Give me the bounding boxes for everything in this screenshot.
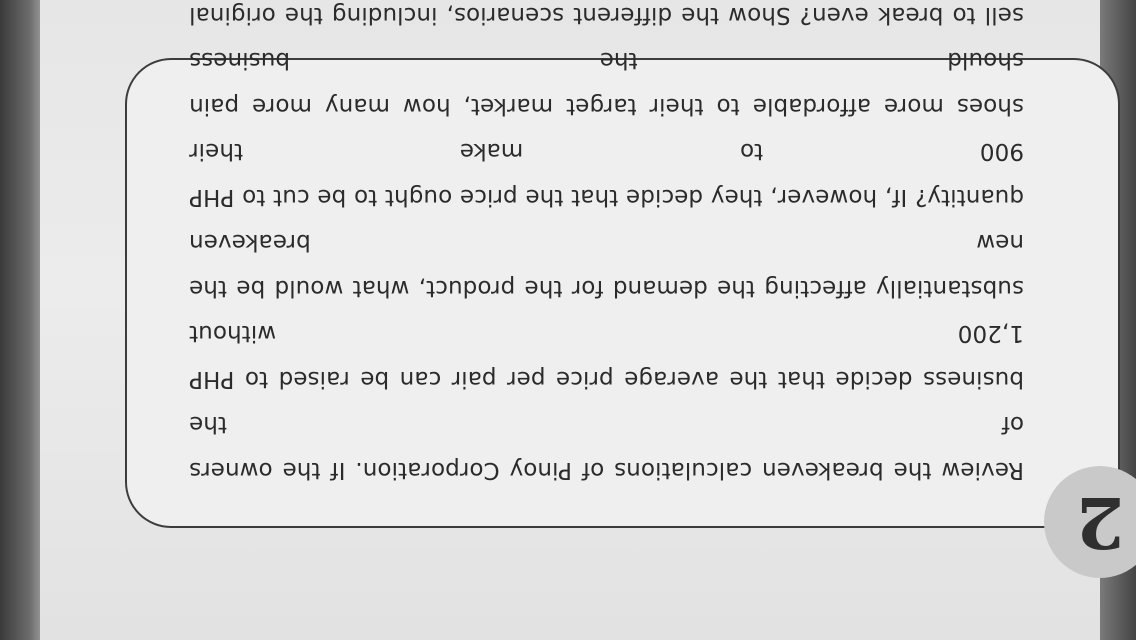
question-number: 2	[1075, 481, 1125, 564]
question-line-1: Review the breakeven calculations of Pinoy Corporation. If the owners of the	[189, 411, 1024, 483]
question-line-6: sell to break even? Show the different scenarios, including the original	[189, 2, 1024, 28]
question-line-5: shoes more affordable to their target market, how many more pain should the business	[189, 47, 1024, 119]
question-line-4: quantity? If, however, they decide that the price ought to be cut to PHP 900 to make their	[189, 138, 1024, 210]
paper-page	[40, 0, 1125, 640]
question-line-3: substantially affecting the demand for the product, what would be the new breakeven	[189, 229, 1024, 301]
question-text	[189, 0, 1024, 492]
question-card	[125, 2, 1125, 564]
question-line-2: business decide that the average price per pair can be raised to PHP 1,200 without	[189, 320, 1024, 392]
